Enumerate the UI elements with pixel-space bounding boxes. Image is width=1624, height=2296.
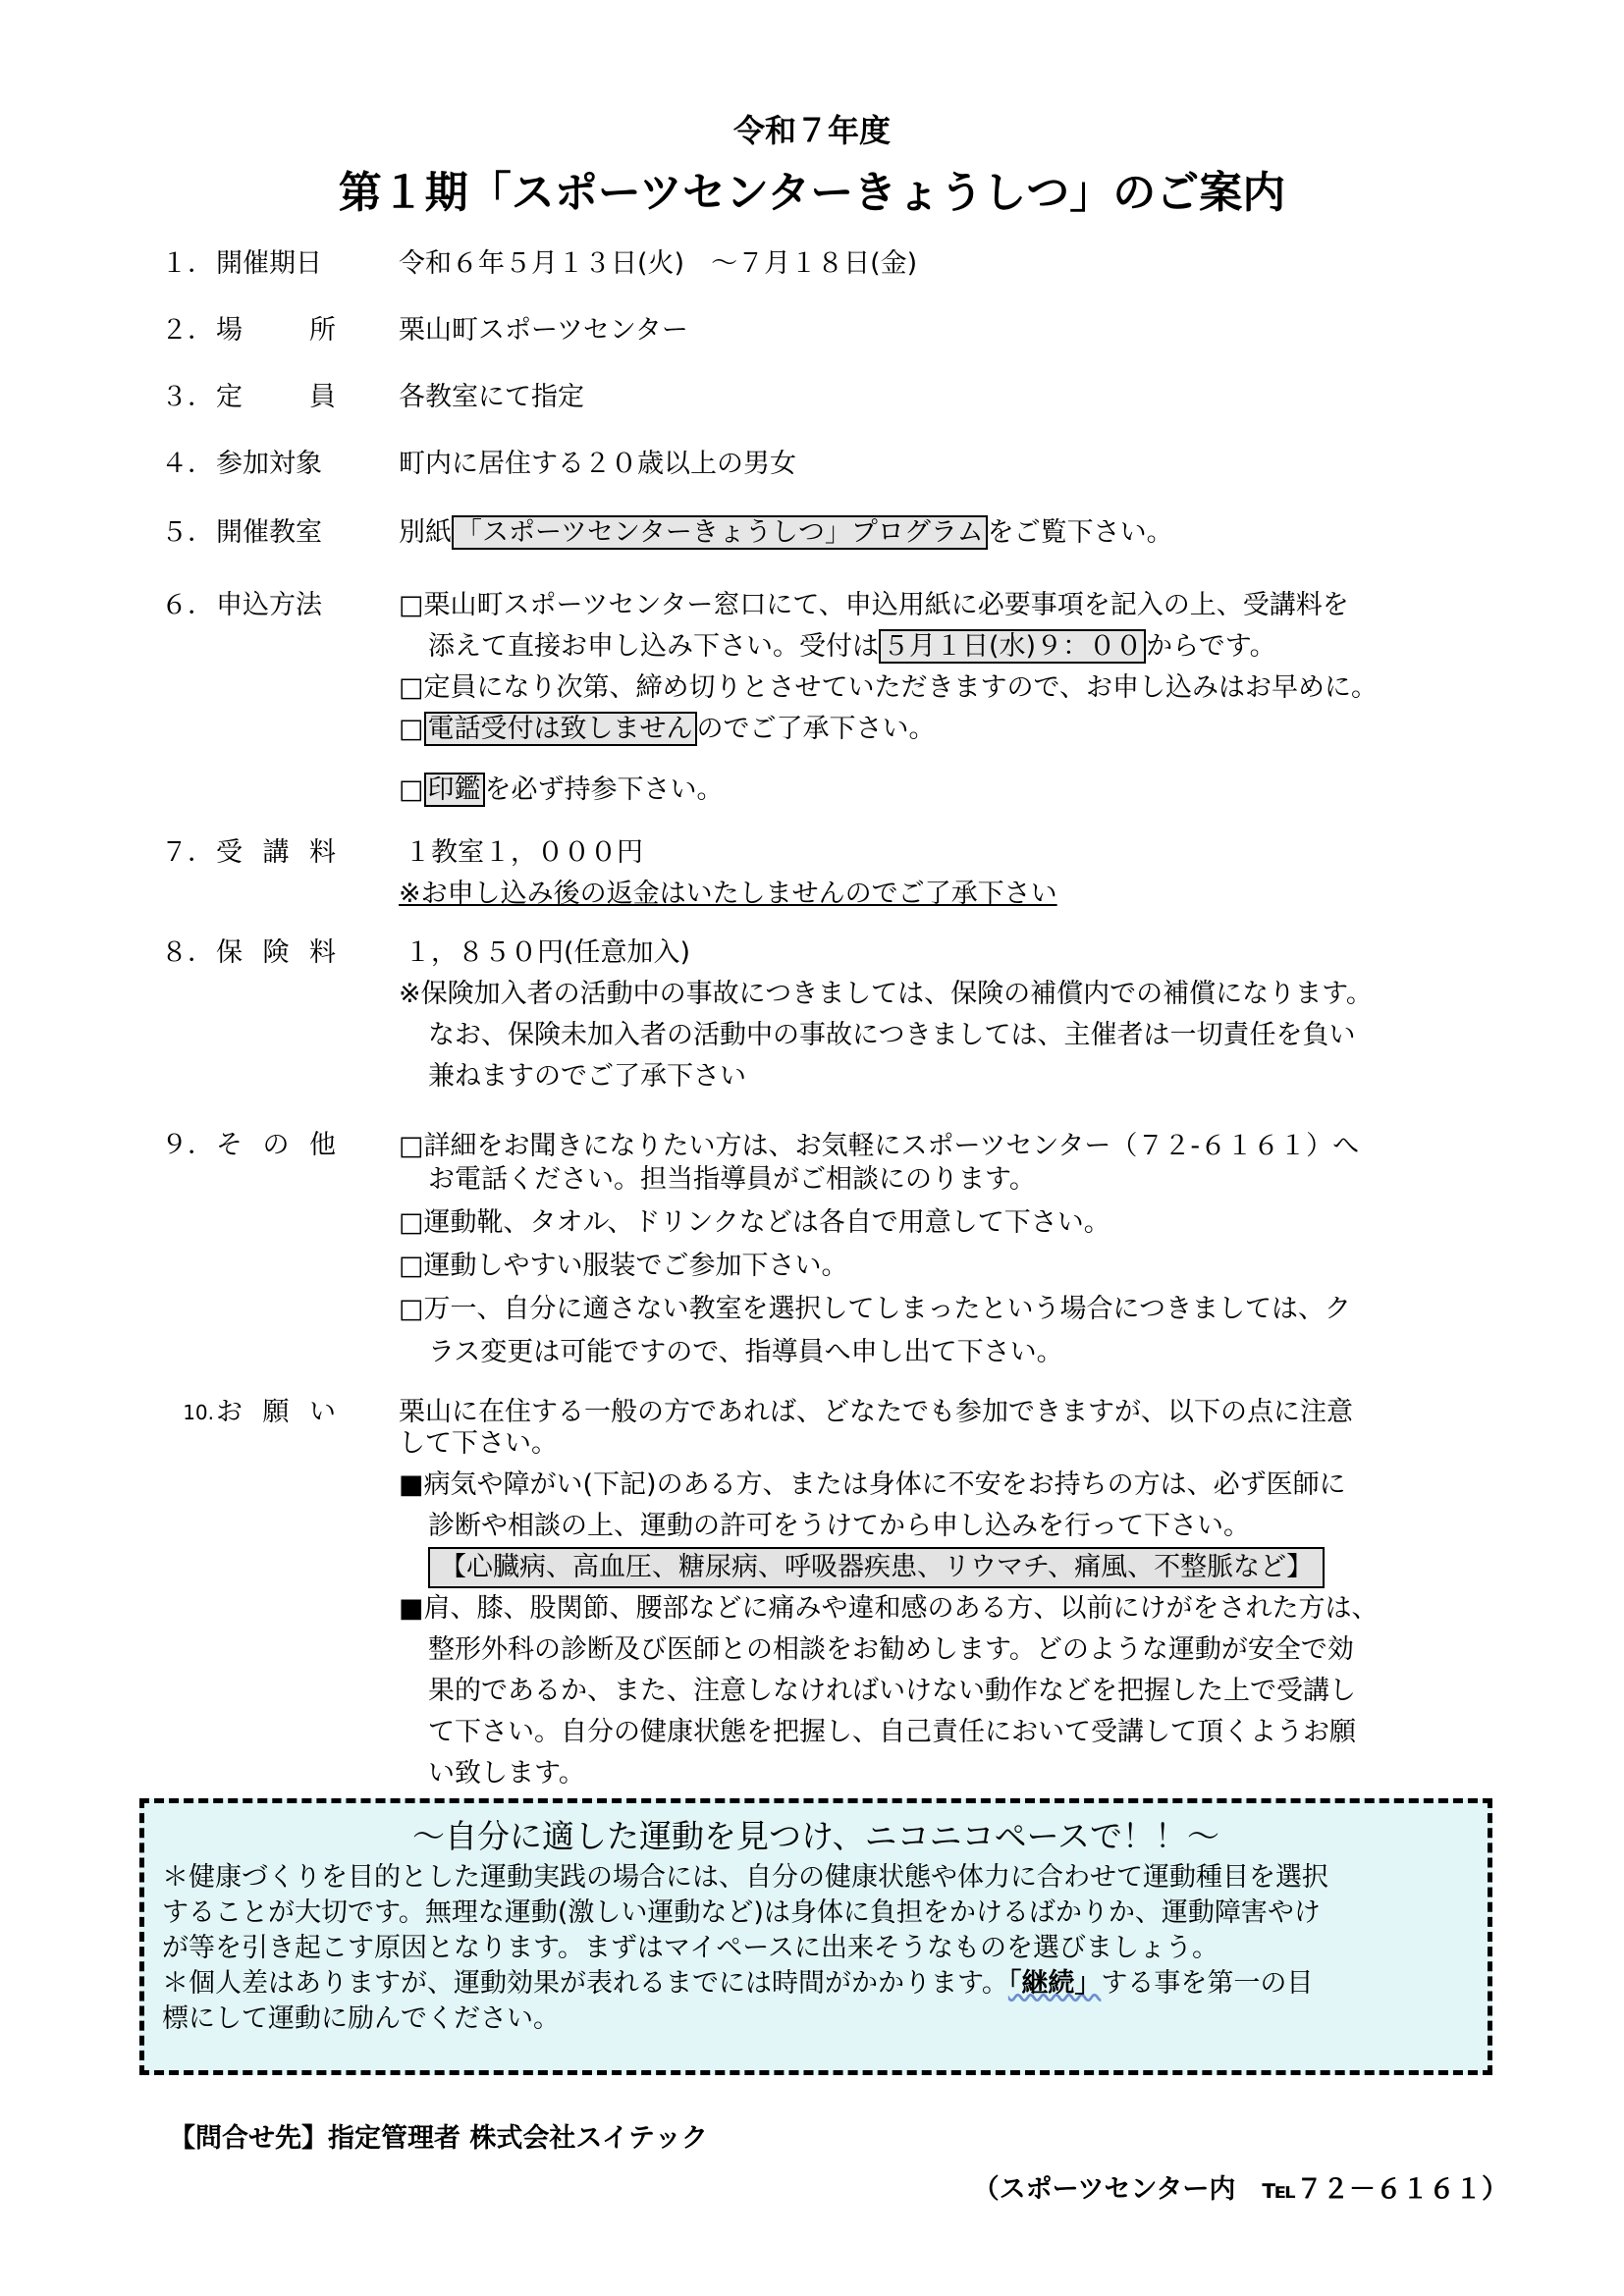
- other-line: ラス変更は可能ですので、指導員へ申し出て下さい。: [428, 1337, 1063, 1367]
- item-number: ３．: [161, 382, 214, 412]
- item-text: 栗山町スポーツセンター: [399, 315, 688, 346]
- advice-line: が等を引き起こす原因となります。まずはマイペースに出来そうなものを選びましょう。: [162, 1933, 1218, 1963]
- advice-line: することが大切です。無理な運動(激しい運動など)は身体に負担をかけるばかりか、運動障害やけ: [162, 1897, 1321, 1928]
- item-text: 別紙 「スポーツセンターきょうしつ」プログラム をご覧下さい。: [399, 517, 1173, 548]
- item-label: 参加対象: [216, 449, 322, 479]
- item-text: 令和６年５月１３日(火) ～７月１８日(金): [399, 248, 918, 279]
- item-number: ９．: [161, 1130, 214, 1160]
- advice-box: [139, 1798, 1492, 2075]
- insurance-line: なお、保険未加入者の活動中の事故につきましては、主催者は一切責任を負い: [428, 1020, 1356, 1050]
- insurance-line: 兼ねますのでご了承下さい: [428, 1061, 746, 1092]
- item-label: そ の 他: [216, 1130, 336, 1160]
- program-reference: 「スポーツセンターきょうしつ」プログラム: [452, 515, 988, 550]
- disease-list: 【心臓病、高血圧、糖尿病、呼吸器疾患、リウマチ、痛風、不整脈など】: [428, 1547, 1325, 1588]
- advice-line: 標にして運動に励んでください。: [162, 2003, 560, 2034]
- seal-notice: 印鑑: [424, 773, 485, 807]
- other-line: □運動靴、タオル、ドリンクなどは各自で用意して下さい。: [399, 1207, 1110, 1238]
- item-number: ４．: [161, 449, 214, 479]
- application-line: □栗山町スポーツセンター窓口にて、申込用紙に必要事項を記入の上、受講料を: [399, 590, 1349, 620]
- application-line: □定員になり次第、締め切りとさせていただきますので、お申し込みはお早めに。: [399, 672, 1378, 703]
- request-line: 診断や相談の上、運動の許可をうけてから申し込みを行って下さい。: [428, 1511, 1250, 1541]
- request-line: 果的であるか、また、注意しなければいけない動作などを把握した上で受講し: [428, 1676, 1356, 1706]
- request-line: い致します。: [428, 1758, 585, 1789]
- item-label: 受 講 料: [216, 837, 336, 868]
- request-line: ■肩、膝、股関節、腰部などに痛みや違和感のある方、以前にけがをされた方は、: [399, 1593, 1379, 1624]
- item-label: 場 所: [216, 315, 336, 346]
- request-line: 栗山に在住する一般の方であれば、どなたでも参加できますが、以下の点に注意: [399, 1397, 1353, 1427]
- item-label: 保 険 料: [216, 937, 336, 968]
- item-label: 定 員: [216, 382, 336, 412]
- no-refund-notice: ※お申し込み後の返金はいたしませんのでご了承下さい: [399, 879, 1057, 909]
- item-number: １．: [161, 248, 214, 279]
- advice-line: ＊健康づくりを目的とした運動実践の場合には、自分の健康状態や体力に合わせて運動種目を選択: [162, 1862, 1328, 1893]
- request-line: 整形外科の診断及び医師との相談をお勧めします。どのような運動が安全で効: [428, 1634, 1354, 1665]
- request-line: して下さい。: [399, 1428, 558, 1459]
- contact-phone: （スポーツセンター内 ℡７２－６１６１）: [972, 2174, 1508, 2205]
- item-number: ７．: [161, 837, 214, 868]
- item-number: ８．: [161, 937, 214, 968]
- item-number: 10.: [183, 1401, 214, 1424]
- item-label: お 願 い: [216, 1397, 336, 1427]
- advice-title: ～自分に適した運動を見つけ、ニコニコペースで！！～: [411, 1817, 1220, 1855]
- application-line: 添えて直接お申し込み下さい。受付は ５月１日(水)９：００ からです。: [428, 631, 1276, 662]
- insurance-line: ※保険加入者の活動中の事故につきましては、保険の補償内での補償になります。: [399, 979, 1373, 1009]
- item-label: 申込方法: [216, 590, 322, 620]
- item-number: ５．: [161, 517, 214, 548]
- fee-amount: １教室１，０００円: [405, 837, 643, 868]
- reception-start-time: ５月１日(水)９：００: [879, 629, 1146, 664]
- other-line: お電話ください。担当指導員がご相談にのります。: [428, 1164, 1036, 1195]
- application-line: □ 電話受付は致しません のでご了承下さい。: [399, 714, 936, 744]
- request-line: て下さい。自分の健康状態を把握し、自己責任において受講して頂くようお願: [428, 1717, 1356, 1747]
- advice-line: ＊個人差はありますが、運動効果が表れるまでには時間がかかります。「継続」する事を第一の目: [162, 1968, 1314, 1999]
- other-line: □運動しやすい服装でご参加下さい。: [399, 1251, 848, 1281]
- item-text: 町内に居住する２０歳以上の男女: [399, 449, 796, 479]
- page-year: 令和７年度: [732, 112, 891, 149]
- no-phone-notice: 電話受付は致しません: [424, 712, 697, 746]
- request-line: ■病気や障がい(下記)のある方、または身体に不安をお持ちの方は、必ず医師に: [399, 1469, 1346, 1500]
- other-line: □詳細をお聞きになりたい方は、お気軽にスポーツセンター（７２-６１６１）へ: [399, 1131, 1360, 1161]
- continuation-emphasis: 「継続」: [1007, 1968, 1102, 1999]
- application-line: □ 印鑑 を必ず持参下さい。: [399, 774, 724, 805]
- item-number: ２．: [161, 315, 214, 346]
- item-text: 各教室にて指定: [399, 382, 584, 412]
- other-line: □万一、自分に適さない教室を選択してしまったという場合につきましては、ク: [399, 1294, 1351, 1324]
- item-number: ６．: [161, 590, 214, 620]
- contact-info: 【問合せ先】指定管理者 株式会社スイテック: [169, 2123, 708, 2154]
- page-title: 第１期「スポーツセンターきょうしつ」のご案内: [338, 168, 1286, 218]
- insurance-amount: １，８５０円(任意加入): [405, 937, 691, 968]
- item-label: 開催教室: [216, 517, 322, 548]
- item-label: 開催期日: [216, 248, 322, 279]
